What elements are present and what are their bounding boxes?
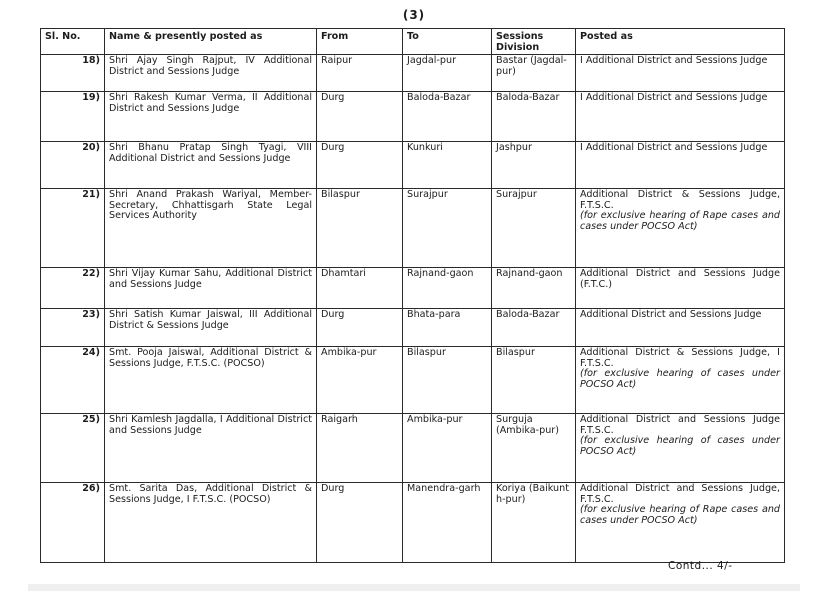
continued-note: Contd... 4/-	[668, 560, 733, 572]
row-division: Baloda-Bazar	[492, 309, 576, 347]
row-posted	[576, 347, 785, 414]
page-number: (3)	[402, 8, 426, 22]
row-name: Shri Rakesh Kumar Verma, II Additional District and Sessions Judge	[105, 92, 317, 142]
row-sl: 23)	[41, 309, 105, 347]
row-sl: 22)	[41, 268, 105, 309]
row-name: Smt. Pooja Jaiswal, Additional District & Sessions Judge, F.T.S.C. (POCSO)	[105, 347, 317, 414]
posting-table	[40, 28, 785, 563]
row-posted-text: Additional District & Sessions Judge, F.T.S.C.	[580, 189, 780, 211]
row-posted-note: (for exclusive hearing of cases under POCSO Act)	[580, 368, 780, 390]
header-division: Sessions Division	[492, 29, 576, 55]
row-to: Jagdal-pur	[403, 55, 492, 92]
row-division: Jashpur	[492, 142, 576, 189]
row-posted-text: Additional District & Sessions Judge, I F.T.S.C.	[580, 347, 780, 369]
header-sl: Sl. No.	[41, 29, 105, 55]
row-posted	[576, 142, 785, 189]
header-row	[41, 29, 785, 55]
header-posted: Posted as	[576, 29, 785, 55]
header-from: From	[317, 29, 403, 55]
row-name: Shri Satish Kumar Jaiswal, III Additional District & Sessions Judge	[105, 309, 317, 347]
row-division: Bilaspur	[492, 347, 576, 414]
row-posted	[576, 414, 785, 483]
row-posted-note: (for exclusive hearing of cases under POCSO Act)	[580, 435, 780, 457]
row-sl: 24)	[41, 347, 105, 414]
table-row	[41, 189, 785, 268]
row-from: Raigarh	[317, 414, 403, 483]
row-sl: 18)	[41, 55, 105, 92]
row-posted-text: Additional District and Sessions Judge, F.T.S.C.	[580, 483, 780, 505]
row-to: Rajnand-gaon	[403, 268, 492, 309]
row-to: Bhata-para	[403, 309, 492, 347]
row-posted-text: Additional District and Sessions Judge (F.T.C.)	[580, 268, 780, 290]
row-sl: 25)	[41, 414, 105, 483]
row-sl: 21)	[41, 189, 105, 268]
row-posted	[576, 92, 785, 142]
row-to: Kunkuri	[403, 142, 492, 189]
row-name: Smt. Sarita Das, Additional District & Sessions Judge, I F.T.S.C. (POCSO)	[105, 483, 317, 563]
row-division: Surajpur	[492, 189, 576, 268]
row-posted-text: I Additional District and Sessions Judge	[580, 92, 768, 104]
row-from: Durg	[317, 483, 403, 563]
row-name: Shri Bhanu Pratap Singh Tyagi, VIII Additional District and Sessions Judge	[105, 142, 317, 189]
row-name: Shri Kamlesh Jagdalla, I Additional District and Sessions Judge	[105, 414, 317, 483]
row-to: Ambika-pur	[403, 414, 492, 483]
row-name: Shri Anand Prakash Wariyal, Member-Secretary, Chhattisgarh State Legal Services Authority	[105, 189, 317, 268]
row-from: Durg	[317, 92, 403, 142]
row-division: Baloda-Bazar	[492, 92, 576, 142]
table-row	[41, 55, 785, 92]
row-division: Surguja (Ambika-pur)	[492, 414, 576, 483]
row-posted-note: (for exclusive hearing of Rape cases and cases under POCSO Act)	[580, 504, 780, 526]
header-to: To	[403, 29, 492, 55]
row-sl: 19)	[41, 92, 105, 142]
row-posted-text: Additional District and Sessions Judge F.T.S.C.	[580, 414, 780, 436]
table-row	[41, 92, 785, 142]
row-posted-note: (for exclusive hearing of Rape cases and cases under POCSO Act)	[580, 210, 780, 232]
row-posted	[576, 483, 785, 563]
row-sl: 26)	[41, 483, 105, 563]
table-row	[41, 483, 785, 563]
row-posted-text: I Additional District and Sessions Judge	[580, 55, 768, 67]
row-from: Durg	[317, 142, 403, 189]
row-to: Baloda-Bazar	[403, 92, 492, 142]
row-name: Shri Vijay Kumar Sahu, Additional District and Sessions Judge	[105, 268, 317, 309]
row-sl: 20)	[41, 142, 105, 189]
row-posted-text: Additional District and Sessions Judge	[580, 309, 762, 321]
header-name: Name & presently posted as	[105, 29, 317, 55]
row-from: Durg	[317, 309, 403, 347]
row-posted	[576, 55, 785, 92]
row-division: Bastar (Jagdal-pur)	[492, 55, 576, 92]
row-name: Shri Ajay Singh Rajput, IV Additional District and Sessions Judge	[105, 55, 317, 92]
row-from: Raipur	[317, 55, 403, 92]
table-row	[41, 414, 785, 483]
page-bottom-edge	[28, 584, 800, 591]
row-posted	[576, 189, 785, 268]
row-to: Manendra-garh	[403, 483, 492, 563]
table-row	[41, 268, 785, 309]
table-row	[41, 142, 785, 189]
row-posted	[576, 309, 785, 347]
row-posted	[576, 268, 785, 309]
row-to: Surajpur	[403, 189, 492, 268]
row-division: Rajnand-gaon	[492, 268, 576, 309]
table-row	[41, 347, 785, 414]
row-from: Bilaspur	[317, 189, 403, 268]
row-division: Koriya (Baikunt h-pur)	[492, 483, 576, 563]
row-from: Dhamtari	[317, 268, 403, 309]
table-row	[41, 309, 785, 347]
row-posted-text: I Additional District and Sessions Judge	[580, 142, 768, 154]
row-to: Bilaspur	[403, 347, 492, 414]
row-from: Ambika-pur	[317, 347, 403, 414]
